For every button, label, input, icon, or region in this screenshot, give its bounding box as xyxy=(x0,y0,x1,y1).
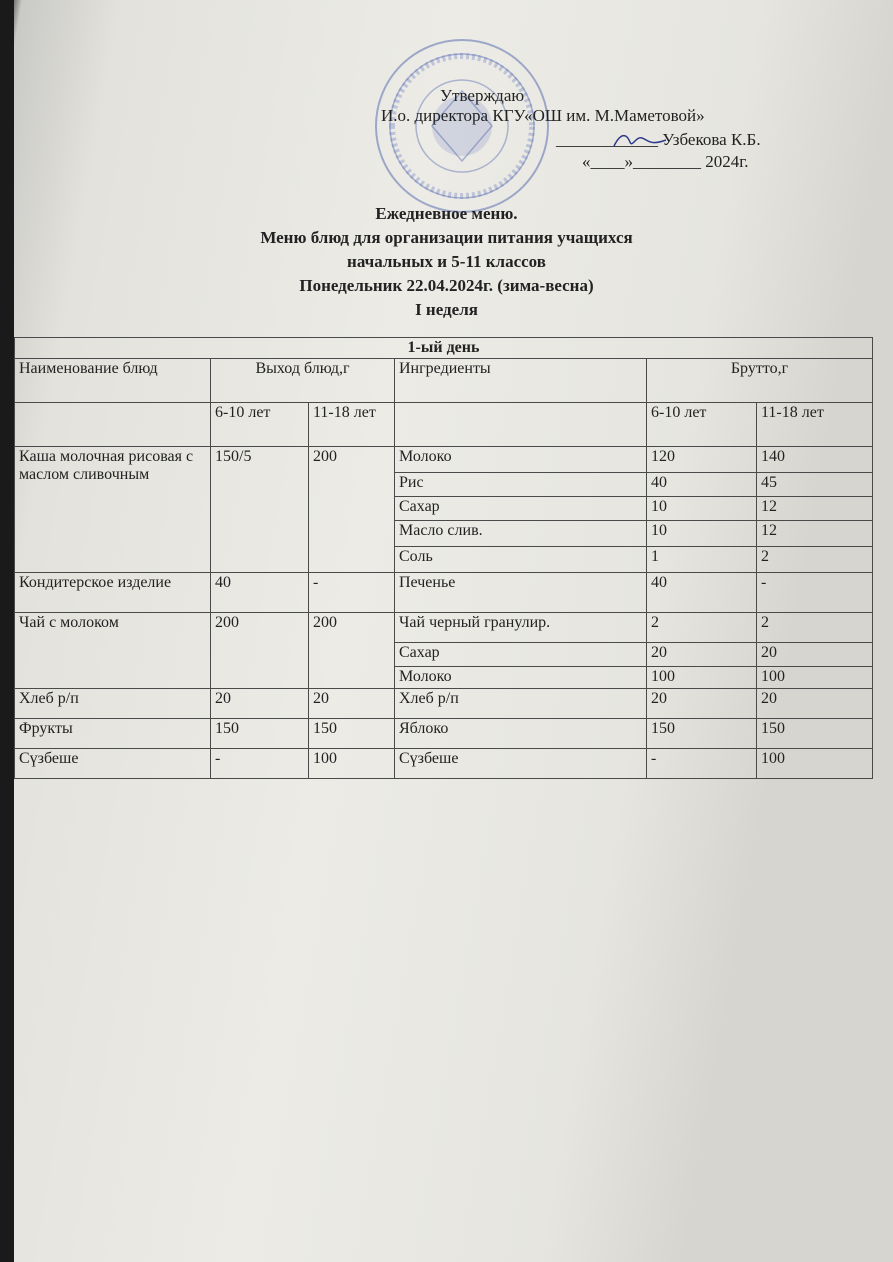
gross-young: 120 xyxy=(647,447,757,473)
gross-young: - xyxy=(647,749,757,779)
output-young: 40 xyxy=(211,573,309,613)
gross-young: 20 xyxy=(647,643,757,667)
gross-young: 2 xyxy=(647,613,757,643)
dish-name: Фрукты xyxy=(15,719,211,749)
table-row xyxy=(15,719,873,749)
ingredient: Печенье xyxy=(395,573,647,613)
approval-title: Утверждаю xyxy=(440,86,525,105)
approval-block xyxy=(0,0,893,200)
gross-old: 12 xyxy=(757,497,873,521)
gross-young: 100 xyxy=(647,667,757,689)
approval-signature-line: ____________ Узбекова К.Б. xyxy=(556,130,761,149)
menu-table xyxy=(14,337,873,779)
subheader-gross-old: 11-18 лет xyxy=(757,403,873,447)
output-old: 100 xyxy=(309,749,395,779)
ingredient: Молоко xyxy=(395,447,647,473)
gross-old: 2 xyxy=(757,547,873,573)
approval-date-line: «____»________ 2024г. xyxy=(582,152,749,171)
subheader-empty xyxy=(15,403,211,447)
table-row xyxy=(15,573,873,613)
subheader-output-old: 11-18 лет xyxy=(309,403,395,447)
ingredient: Чай черный гранулир. xyxy=(395,613,647,643)
header-output: Выход блюд,г xyxy=(211,359,395,403)
gross-young: 40 xyxy=(647,473,757,497)
gross-old: 150 xyxy=(757,719,873,749)
gross-old: 140 xyxy=(757,447,873,473)
table-row xyxy=(15,689,873,719)
output-old: - xyxy=(309,573,395,613)
output-old: 20 xyxy=(309,689,395,719)
ingredient: Сүзбеше xyxy=(395,749,647,779)
ingredient: Масло слив. xyxy=(395,521,647,547)
ingredient: Сахар xyxy=(395,643,647,667)
dish-name: Каша молочная рисовая с маслом сливочным xyxy=(15,447,211,573)
day-title: 1-ый день xyxy=(15,338,873,359)
handwritten-signature xyxy=(610,128,670,154)
gross-old: 20 xyxy=(757,689,873,719)
dish-name: Сүзбеше xyxy=(15,749,211,779)
dish-name: Кондитерское изделие xyxy=(15,573,211,613)
ingredient: Соль xyxy=(395,547,647,573)
table-row xyxy=(15,447,873,473)
table-row xyxy=(15,613,873,643)
gross-old: 100 xyxy=(757,667,873,689)
subheader-output-young: 6-10 лет xyxy=(211,403,309,447)
output-old: 150 xyxy=(309,719,395,749)
menu-week: I неделя xyxy=(415,300,478,319)
gross-young: 10 xyxy=(647,521,757,547)
ingredient: Молоко xyxy=(395,667,647,689)
approval-position: И.о. директора КГУ«ОШ им. М.Маметовой» xyxy=(381,106,705,125)
header-ingredients: Ингредиенты xyxy=(395,359,647,403)
ingredient: Яблоко xyxy=(395,719,647,749)
output-young: 150/5 xyxy=(211,447,309,573)
output-old: 200 xyxy=(309,447,395,573)
subheader-empty xyxy=(395,403,647,447)
gross-old: 12 xyxy=(757,521,873,547)
gross-young: 1 xyxy=(647,547,757,573)
dish-name: Хлеб р/п xyxy=(15,689,211,719)
output-young: 200 xyxy=(211,613,309,689)
header-gross: Брутто,г xyxy=(647,359,873,403)
gross-old: - xyxy=(757,573,873,613)
output-young: - xyxy=(211,749,309,779)
output-young: 20 xyxy=(211,689,309,719)
gross-old: 45 xyxy=(757,473,873,497)
gross-young: 10 xyxy=(647,497,757,521)
menu-date: Понедельник 22.04.2024г. (зима-весна) xyxy=(299,276,594,295)
menu-classes: начальных и 5-11 классов xyxy=(347,252,546,271)
ingredient: Хлеб р/п xyxy=(395,689,647,719)
gross-old: 100 xyxy=(757,749,873,779)
header-dish-name: Наименование блюд xyxy=(15,359,211,403)
ingredient: Сахар xyxy=(395,497,647,521)
gross-young: 20 xyxy=(647,689,757,719)
table-row xyxy=(15,749,873,779)
subheader-gross-young: 6-10 лет xyxy=(647,403,757,447)
gross-young: 150 xyxy=(647,719,757,749)
menu-title: Ежедневное меню. xyxy=(375,204,518,223)
ingredient: Рис xyxy=(395,473,647,497)
output-old: 200 xyxy=(309,613,395,689)
dish-name: Чай с молоком xyxy=(15,613,211,689)
menu-subtitle: Меню блюд для организации питания учащихся xyxy=(260,228,633,247)
gross-old: 20 xyxy=(757,643,873,667)
gross-young: 40 xyxy=(647,573,757,613)
output-young: 150 xyxy=(211,719,309,749)
gross-old: 2 xyxy=(757,613,873,643)
